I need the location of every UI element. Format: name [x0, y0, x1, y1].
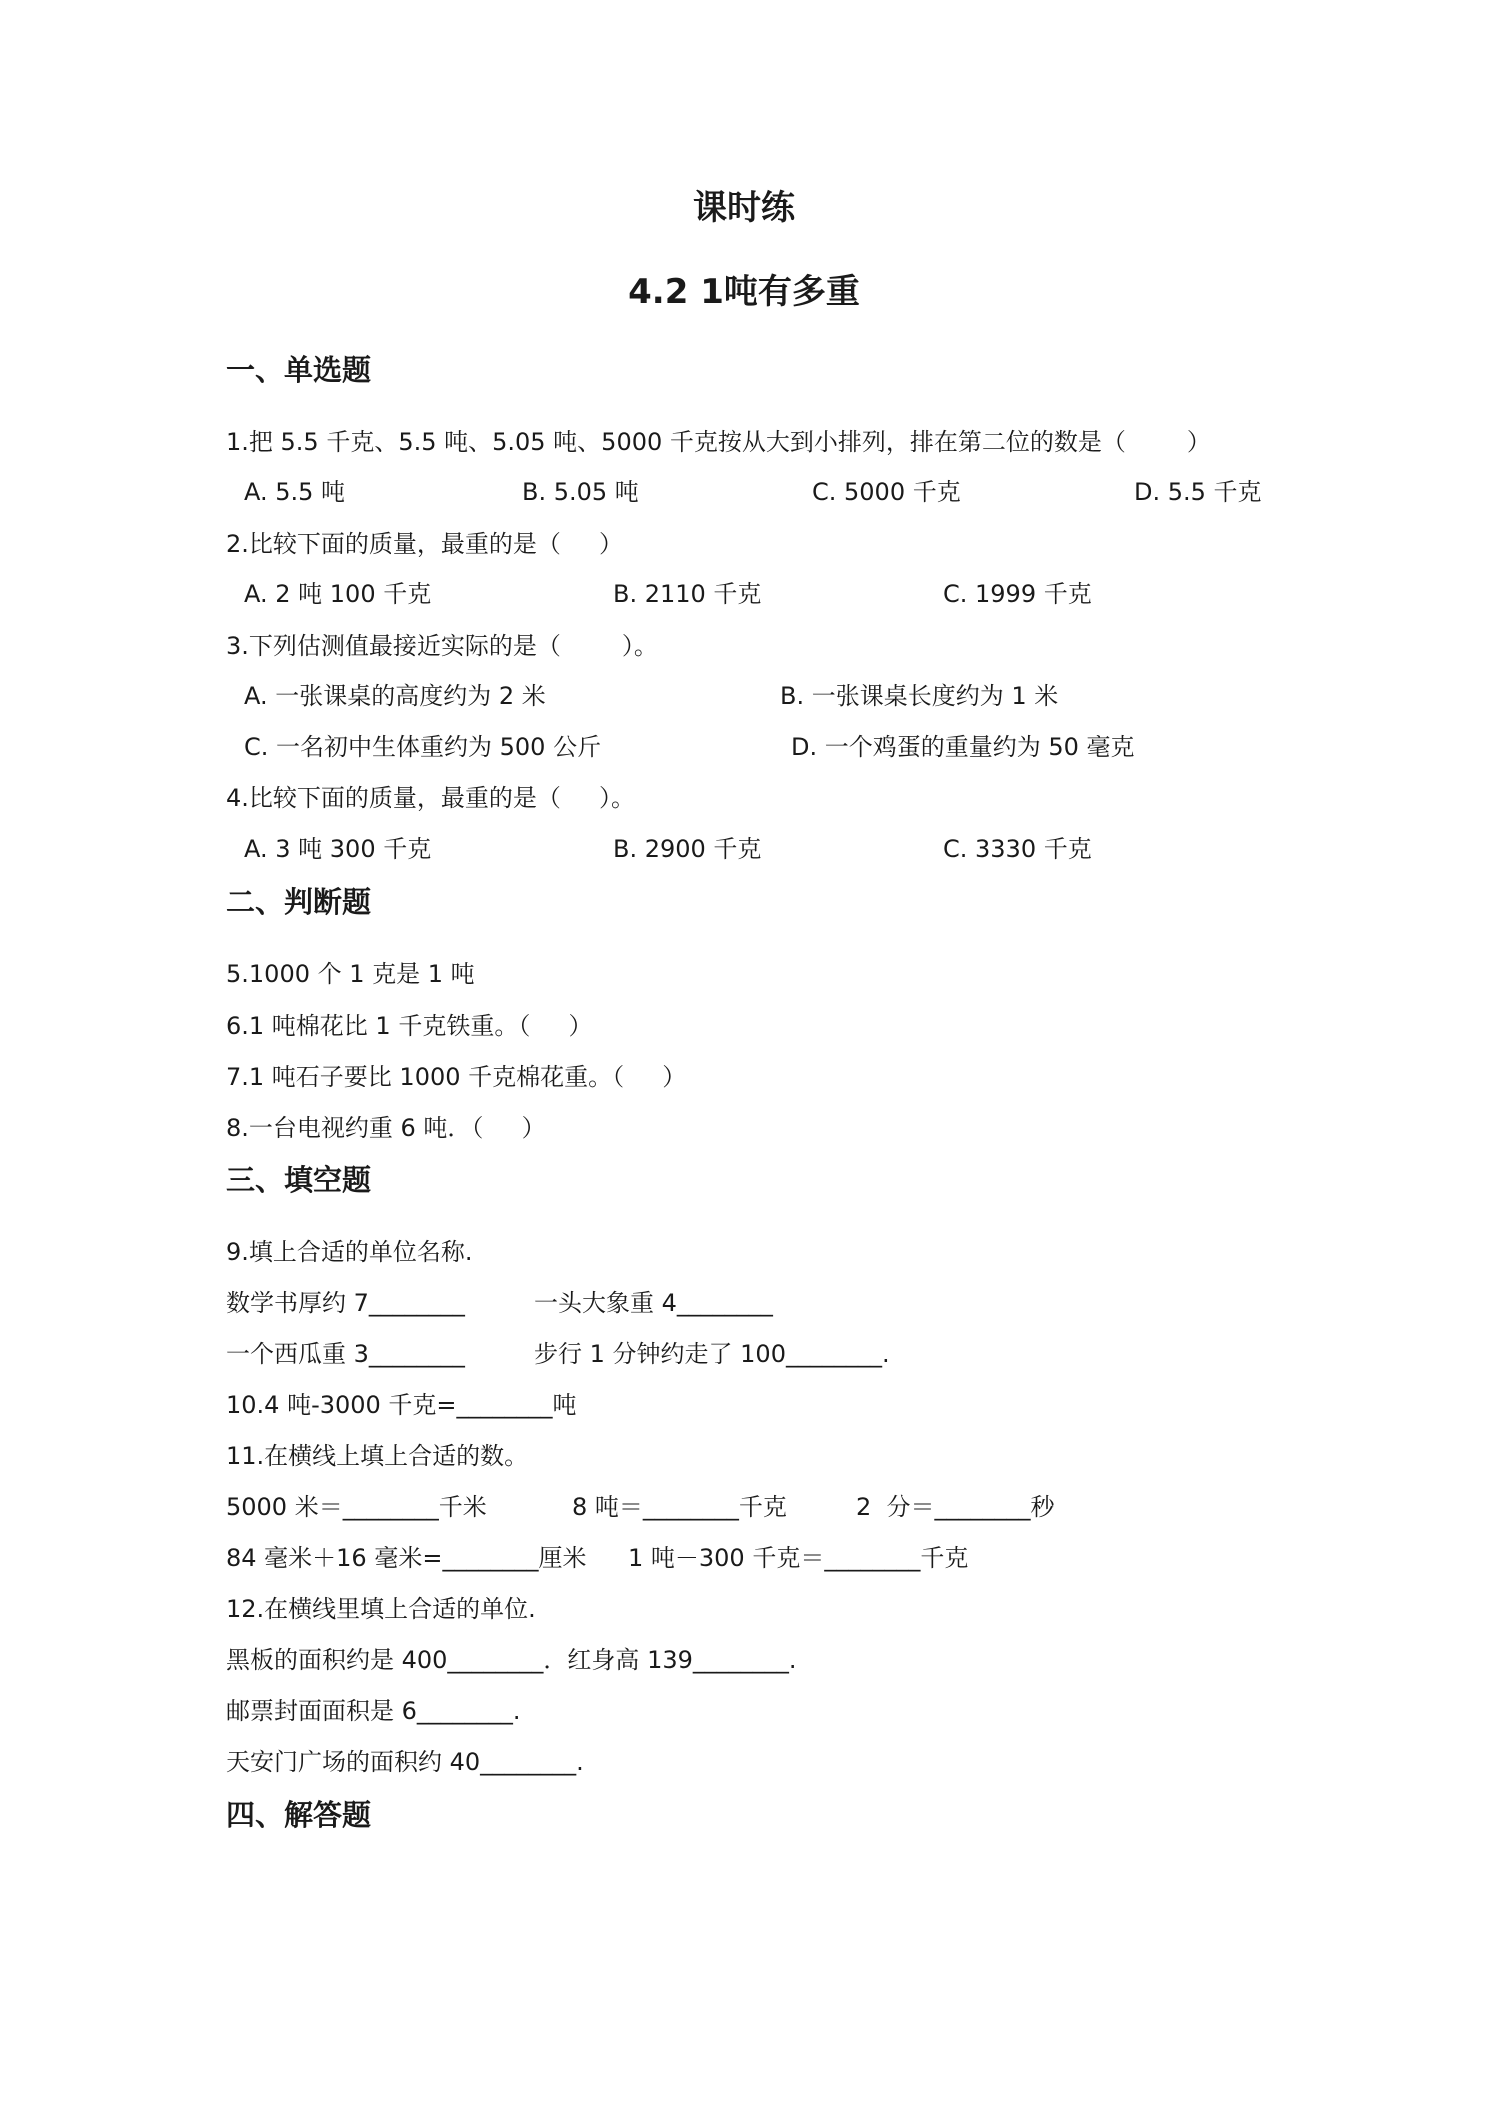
- page-subtitle: 4.2 1吨有多重: [628, 272, 860, 312]
- question-8: 8.一台电视约重 6 吨．（ ）: [226, 1114, 546, 1142]
- q11-line2-part-a: 84 毫米＋16 毫米=________厘米: [226, 1544, 587, 1572]
- question-2: 2.比较下面的质量，最重的是（ ）: [226, 530, 624, 558]
- section-heading-true-false: 二、判断题: [226, 885, 372, 919]
- q2-option-c: C. 1999 千克: [943, 580, 1092, 608]
- question-9: 9.填上合适的单位名称.: [226, 1238, 473, 1266]
- q1-option-a: A. 5.5 吨: [244, 478, 346, 506]
- question-6: 6.1 吨棉花比 1 千克铁重。（ ）: [226, 1012, 593, 1040]
- q11-line1-part-b: 8 吨＝________千克: [572, 1493, 787, 1521]
- section-heading-single-choice: 一、单选题: [226, 353, 372, 387]
- q9-line2-part-b: 步行 1 分钟约走了 100________.: [534, 1340, 890, 1368]
- q3-option-d: D. 一个鸡蛋的重量约为 50 毫克: [791, 733, 1135, 761]
- section-heading-fill-blank: 三、填空题: [226, 1163, 372, 1197]
- q4-option-c: C. 3330 千克: [943, 835, 1092, 863]
- question-5: 5.1000 个 1 克是 1 吨: [226, 960, 475, 988]
- q11-line2-part-b: 1 吨－300 千克＝________千克: [628, 1544, 969, 1572]
- q1-option-d: D. 5.5 千克: [1134, 478, 1262, 506]
- q11-line1-part-c: 2 分＝________秒: [856, 1493, 1055, 1521]
- q11-line1-part-a: 5000 米＝________千米: [226, 1493, 487, 1521]
- question-11: 11.在横线上填上合适的数。: [226, 1442, 529, 1470]
- question-4: 4.比较下面的质量，最重的是（ ）。: [226, 784, 636, 812]
- q9-line1-part-a: 数学书厚约 7________: [226, 1289, 465, 1317]
- question-3: 3.下列估测值最接近实际的是（ ）。: [226, 632, 658, 660]
- q3-option-a: A. 一张课桌的高度约为 2 米: [244, 682, 546, 710]
- question-10: 10.4 吨-3000 千克=________吨: [226, 1391, 577, 1419]
- q1-option-c: C. 5000 千克: [812, 478, 961, 506]
- q12-line-1: 黑板的面积约是 400________．红身高 139________.: [226, 1646, 797, 1674]
- q4-option-b: B. 2900 千克: [613, 835, 762, 863]
- q3-option-b: B. 一张课桌长度约为 1 米: [780, 682, 1059, 710]
- page-title: 课时练: [693, 188, 795, 228]
- question-12: 12.在横线里填上合适的单位.: [226, 1595, 536, 1623]
- q9-line1-part-b: 一头大象重 4________: [534, 1289, 773, 1317]
- q4-option-a: A. 3 吨 300 千克: [244, 835, 432, 863]
- section-heading-answer: 四、解答题: [226, 1798, 372, 1832]
- q9-line2-part-a: 一个西瓜重 3________: [226, 1340, 465, 1368]
- question-7: 7.1 吨石子要比 1000 千克棉花重。（ ）: [226, 1063, 687, 1091]
- q2-option-b: B. 2110 千克: [613, 580, 762, 608]
- q12-line-2: 邮票封面面积是 6________.: [226, 1697, 521, 1725]
- q12-line-3: 天安门广场的面积约 40________.: [226, 1748, 584, 1776]
- q3-option-c: C. 一名初中生体重约为 500 公斤: [244, 733, 602, 761]
- q1-option-b: B. 5.05 吨: [522, 478, 639, 506]
- q2-option-a: A. 2 吨 100 千克: [244, 580, 432, 608]
- question-1: 1.把 5.5 千克、5.5 吨、5.05 吨、5000 千克按从大到小排列，排在第二位的数是（ ）: [226, 428, 1211, 456]
